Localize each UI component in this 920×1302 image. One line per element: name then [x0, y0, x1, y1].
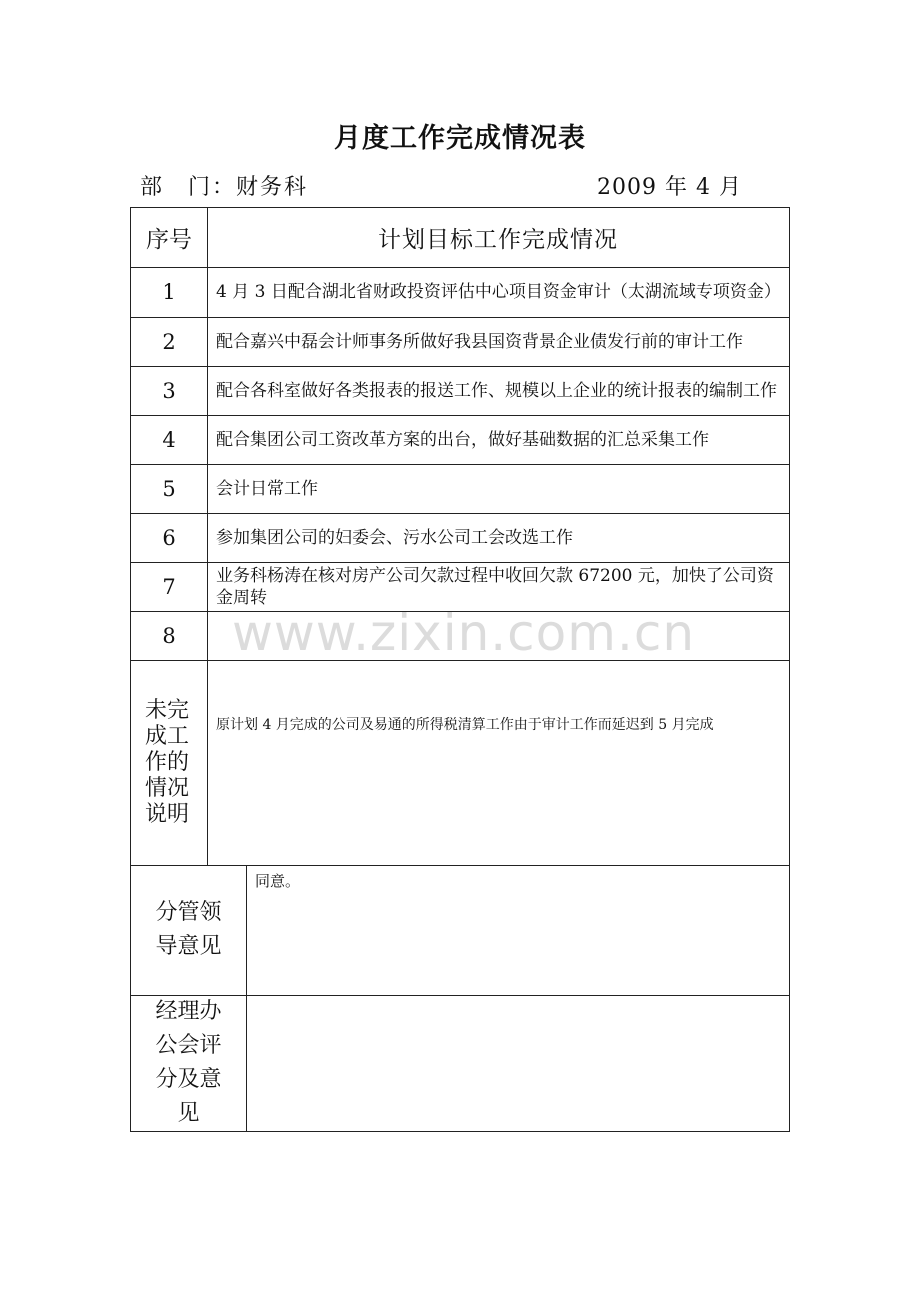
row-text: 业务科杨涛在核对房产公司欠款过程中收回欠款 67200 元，加快了公司资金周转 — [216, 565, 774, 608]
work-completion-table — [130, 207, 790, 1132]
header-no: 序号 — [146, 227, 192, 253]
row-number: 3 — [162, 378, 176, 403]
row-text: 配合集团公司工资改革方案的出台，做好基础数据的汇总采集工作 — [216, 429, 709, 450]
row-number: 6 — [162, 525, 176, 550]
row-number: 7 — [162, 574, 176, 599]
department-label: 部 门：财务科 — [140, 175, 309, 200]
row-text: 参加集团公司的妇委会、污水公司工会改选工作 — [216, 527, 573, 548]
row-number: 8 — [162, 623, 176, 648]
row-number: 2 — [162, 329, 176, 354]
row-text: 配合各科室做好各类报表的报送工作、规模以上企业的统计报表的编制工作 — [216, 380, 777, 401]
row-text — [207, 611, 789, 660]
leader-opinion-label-cell — [131, 865, 246, 995]
row-text: 4 月 3 日配合湖北省财政投资评估中心项目资金审计（太湖流域专项资金） — [216, 282, 781, 302]
header-plan: 计划目标工作完成情况 — [378, 227, 618, 253]
row-number: 4 — [162, 427, 176, 452]
row-number: 5 — [162, 476, 176, 501]
row-number: 1 — [162, 280, 176, 304]
office-meeting-label-cell — [131, 995, 246, 1131]
unfinished-text: 原计划 4 月完成的公司及易通的所得税清算工作由于审计工作而延迟到 5 月完成 — [216, 717, 714, 733]
row-text: 会计日常工作 — [216, 478, 318, 499]
watermark: www.zixin.com.cn — [232, 604, 696, 662]
page-title: 月度工作完成情况表 — [334, 123, 586, 154]
row-text: 配合嘉兴中磊会计师事务所做好我县国资背景企业债发行前的审计工作 — [216, 331, 743, 352]
leader-opinion-label: 分管领导意见 — [155, 900, 222, 959]
leader-opinion-text: 同意。 — [255, 872, 301, 890]
unfinished-label: 未完成工作的情况说明 — [145, 697, 190, 827]
office-meeting-label: 经理办公会评分及意见 — [155, 999, 222, 1126]
report-date: 2009 年 4 月 — [597, 175, 742, 200]
office-meeting-text — [246, 995, 789, 1131]
unfinished-label-cell — [131, 660, 207, 865]
